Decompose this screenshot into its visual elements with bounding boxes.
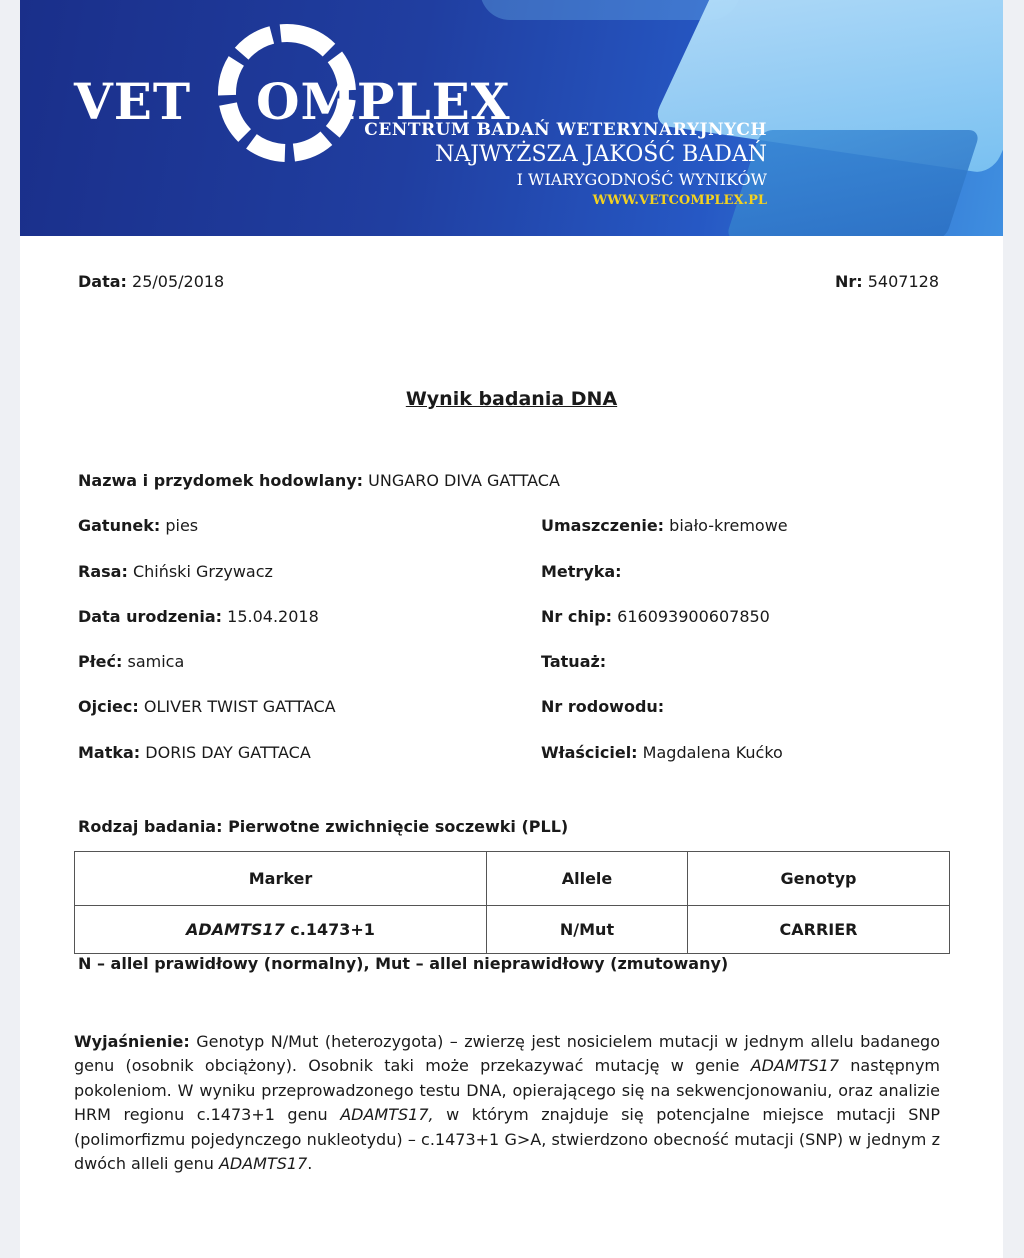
report-number: Nr: 5407128 — [834, 272, 939, 291]
header-marker: Marker — [75, 852, 487, 906]
field-birth-date: Data urodzenia: 15.04.2018 — [78, 607, 319, 626]
test-type: Rodzaj badania: Pierwotne zwichnięcie soczewki (PLL) — [78, 817, 569, 836]
tagline-quality: NAJWYŻSZA JAKOŚĆ BADAŃ — [435, 142, 767, 167]
field-owner: Właściciel: Magdalena Kućko — [541, 743, 783, 762]
cell-allele: N/Mut — [487, 906, 688, 954]
cell-marker: ADAMTS17 c.1473+1 — [75, 906, 487, 954]
cell-genotype: CARRIER — [688, 906, 950, 954]
field-registry: Metryka: — [541, 562, 622, 581]
results-table — [74, 851, 950, 954]
table-row — [75, 906, 950, 954]
header-banner — [20, 0, 1003, 236]
field-dam: Matka: DORIS DAY GATTACA — [78, 743, 311, 762]
field-pedigree-number: Nr rodowodu: — [541, 697, 665, 716]
field-chip-number: Nr chip: 616093900607850 — [541, 607, 770, 626]
field-coat-color: Umaszczenie: biało-kremowe — [541, 516, 788, 535]
logo-text-left: VET — [74, 72, 192, 131]
animal-name: Nazwa i przydomek hodowlany: UNGARO DIVA GATTACA — [78, 471, 560, 490]
header-genotype: Genotyp — [688, 852, 950, 906]
field-breed: Rasa: Chiński Grzywacz — [78, 562, 273, 581]
header-allele: Allele — [487, 852, 688, 906]
website-link[interactable]: WWW.VETCOMPLEX.PL — [592, 193, 767, 208]
tagline-reliability: I WIARYGODNOŚĆ WYNIKÓW — [516, 170, 767, 189]
logo-text-right: OMPLEX — [256, 72, 511, 131]
page-title: Wynik badania DNA — [405, 388, 618, 410]
field-tattoo: Tatuaż: — [541, 652, 607, 671]
field-sex: Płeć: samica — [78, 652, 185, 671]
tagline-center: CENTRUM BADAŃ WETERYNARYJNYCH — [364, 120, 767, 140]
field-species: Gatunek: pies — [78, 516, 199, 535]
allele-legend: N – allel prawidłowy (normalny), Mut – allel nieprawidłowy (zmutowany) — [78, 954, 729, 973]
explanation-paragraph: Wyjaśnienie: Genotyp N/Mut (heterozygota) – zwierzę jest nosicielem mutacji w jednym allelu badanego genu (osobnik obciążony). Osobnik taki może przekazywać mutację w genie ADAMTS17 następnym pokoleniom. W wyniku przeprowadzonego testu DNA, opierającego się na sekwencjonowaniu, oraz analizie HRM regionu c.1473+1 genu ADAMTS17, w którym znajduje się potencjalne miejsce mutacji SNP (polimorfizmu pojedynczego nukleotydu) – c.1473+1 G>A, stwierdzono obecność mutacji (SNP) w jednym z dwóch alleli genu ADAMTS17. — [74, 1032, 940, 1174]
field-sire: Ojciec: OLIVER TWIST GATTACA — [78, 697, 336, 716]
table-header-row — [75, 852, 950, 906]
document-page — [20, 0, 1003, 1258]
report-date: Data: 25/05/2018 — [78, 272, 225, 291]
